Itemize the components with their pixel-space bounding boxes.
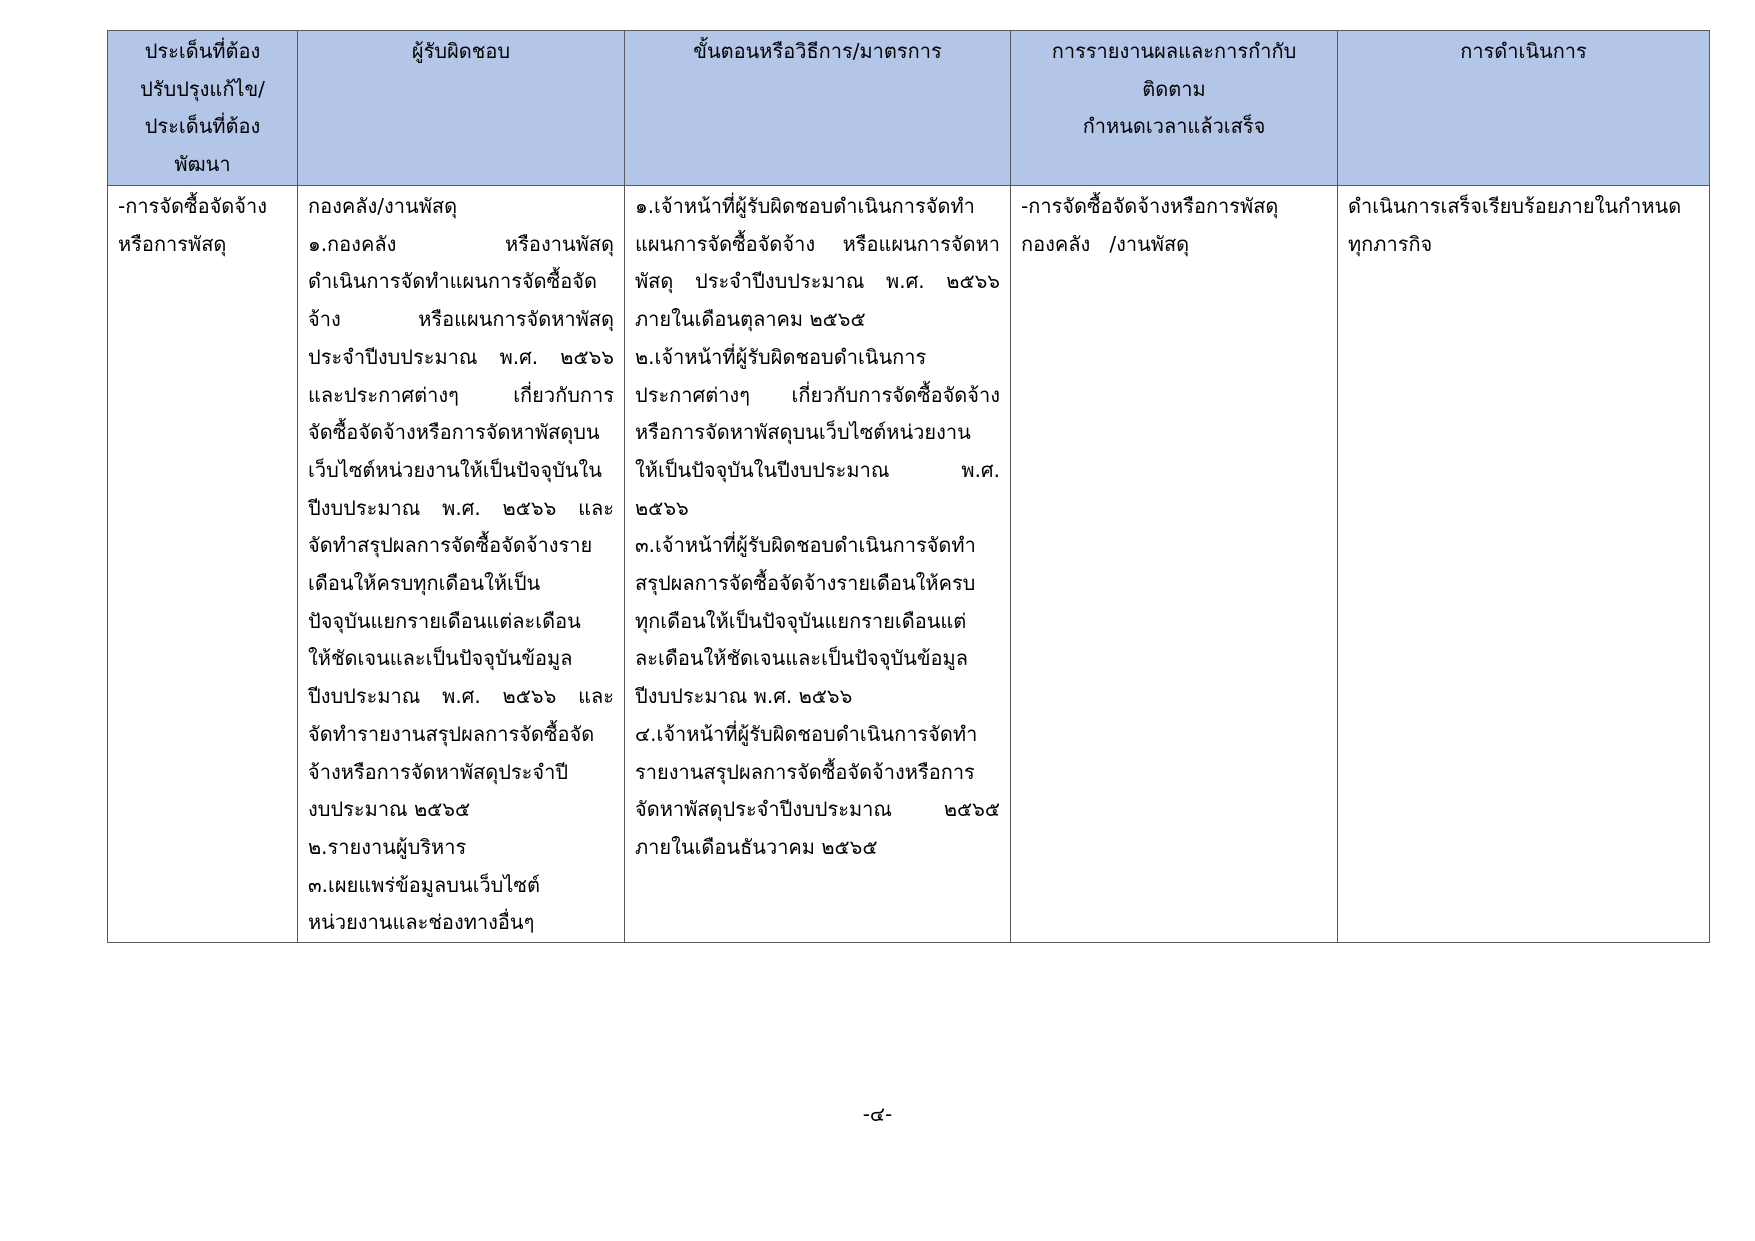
cell-responsible-line: ปีงบประมาณ พ.ศ. ๒๕๖๖ และ — [308, 495, 614, 520]
cell-responsible-line: กองคลัง/งานพัสดุ — [308, 194, 458, 218]
cell-responsible-line: ประจำปีงบประมาณ พ.ศ. ๒๕๖๖ — [308, 344, 614, 369]
cell-steps-line: จัดหาพัสดุประจำปีงบประมาณ ๒๕๖๕ — [635, 797, 1000, 822]
cell-steps-line: รายงานสรุปผลการจัดซื้อจัดจ้างหรือการ — [635, 759, 975, 784]
cell-responsible-line: จ้าง หรือแผนการจัดหาพัสดุ — [308, 307, 614, 332]
cell-responsible — [298, 186, 625, 943]
cell-steps-line: พัสดุ ประจำปีงบประมาณ พ.ศ. ๒๕๖๖ — [635, 269, 1000, 294]
cell-responsible-line: ให้ชัดเจนและเป็นปัจจุบันข้อมูล — [308, 646, 573, 671]
header-issue-line: พัฒนา — [174, 152, 231, 177]
header-reporting-line: ติดตาม — [1142, 76, 1206, 101]
cell-steps-line: ละเดือนให้ชัดเจนและเป็นปัจจุบันข้อมูล — [635, 646, 968, 671]
cell-responsible-line: และประกาศต่างๆ เกี่ยวกับการ — [308, 382, 614, 407]
cell-steps — [625, 186, 1011, 943]
cell-responsible-line: เว็บไซต์หน่วยงานให้เป็นปัจจุบันใน — [308, 457, 602, 482]
cell-steps-line: ๓.เจ้าหน้าที่ผู้รับผิดชอบดำเนินการจัดทำ — [635, 533, 976, 558]
header-issue-line: ประเด็นที่ต้อง — [144, 114, 261, 139]
cell-steps-line: ปีงบประมาณ พ.ศ. ๒๕๖๖ — [635, 684, 853, 709]
cell-reporting — [1011, 186, 1338, 943]
cell-responsible-line: จ้างหรือการจัดหาพัสดุประจำปี — [308, 759, 569, 784]
cell-responsible-line: จัดซื้อจัดจ้างหรือการจัดหาพัสดุบน — [308, 420, 600, 445]
header-reporting — [1011, 31, 1338, 186]
cell-steps-line: ๔.เจ้าหน้าที่ผู้รับผิดชอบดำเนินการจัดทำ — [635, 721, 978, 746]
header-reporting-line: การรายงานผลและการกำกับ — [1051, 39, 1297, 63]
cell-steps-line: ๑.เจ้าหน้าที่ผู้รับผิดชอบดำเนินการจัดทำ — [635, 194, 975, 218]
page-number: -๔- — [862, 1102, 893, 1126]
cell-steps-line: ให้เป็นปัจจุบันในปีงบประมาณ พ.ศ. — [635, 457, 1000, 482]
cell-responsible-line: จัดทำรายงานสรุปผลการจัดซื้อจัด — [308, 721, 595, 746]
cell-responsible-line: จัดทำสรุปผลการจัดซื้อจัดจ้างราย — [308, 533, 593, 558]
header-steps — [625, 31, 1011, 186]
cell-steps-line: ทุกเดือนให้เป็นปัจจุบันแยกรายเดือนแต่ — [635, 608, 967, 633]
cell-responsible-line: งบประมาณ ๒๕๖๕ — [308, 797, 471, 822]
cell-responsible-line: ๑.กองคลัง หรืองานพัสดุ — [308, 231, 614, 256]
cell-steps-line: ประกาศต่างๆ เกี่ยวกับการจัดซื้อจัดจ้าง — [635, 382, 1000, 407]
header-issue-line: ประเด็นที่ต้อง — [144, 39, 261, 63]
cell-steps-line: หรือการจัดหาพัสดุบนเว็บไซต์หน่วยงาน — [635, 420, 971, 445]
cell-responsible-line: เดือนให้ครบทุกเดือนให้เป็น — [308, 571, 541, 596]
cell-reporting-line: -การจัดซื้อจัดจ้างหรือการพัสดุ — [1021, 194, 1279, 218]
cell-steps-line: ๒๕๖๖ — [635, 495, 689, 520]
header-issue-line: ปรับปรุงแก้ไข/ — [140, 76, 265, 101]
cell-responsible-line: ปีงบประมาณ พ.ศ. ๒๕๖๖ และ — [308, 684, 614, 709]
improvement-plan-table — [107, 30, 1710, 943]
header-responsible — [298, 31, 625, 186]
cell-action-line: ทุกภารกิจ — [1348, 231, 1433, 256]
cell-issue — [108, 186, 298, 943]
header-action-line: การดำเนินการ — [1460, 39, 1587, 63]
header-steps-line: ขั้นตอนหรือวิธีการ/มาตรการ — [693, 39, 942, 63]
cell-reporting-line: กองคลัง /งานพัสดุ — [1021, 231, 1190, 256]
cell-responsible-line: ดำเนินการจัดทำแผนการจัดซื้อจัด — [308, 269, 597, 294]
cell-steps-line: ๒.เจ้าหน้าที่ผู้รับผิดชอบดำเนินการ — [635, 344, 927, 369]
header-reporting-line: กำหนดเวลาแล้วเสร็จ — [1082, 114, 1266, 139]
cell-action-line: ดำเนินการเสร็จเรียบร้อยภายในกำหนด — [1348, 194, 1682, 218]
table-header-row — [108, 31, 1710, 186]
cell-responsible-line: ๓.เผยแพร่ข้อมูลบนเว็บไซต์ — [308, 872, 540, 897]
table-row — [108, 186, 1710, 943]
header-action — [1338, 31, 1710, 186]
cell-issue-line: หรือการพัสดุ — [118, 231, 227, 256]
cell-steps-line: ภายในเดือนธันวาคม ๒๕๖๕ — [635, 834, 878, 859]
cell-responsible-line: หน่วยงานและช่องทางอื่นๆ — [308, 910, 535, 935]
header-responsible-line: ผู้รับผิดชอบ — [411, 39, 511, 63]
cell-responsible-line: ปัจจุบันแยกรายเดือนแต่ละเดือน — [308, 608, 581, 633]
cell-action — [1338, 186, 1710, 943]
header-issue — [108, 31, 298, 186]
cell-steps-line: ภายในเดือนตุลาคม ๒๕๖๕ — [635, 307, 866, 332]
cell-steps-line: แผนการจัดซื้อจัดจ้าง หรือแผนการจัดหา — [635, 231, 1000, 256]
cell-issue-line: -การจัดซื้อจัดจ้าง — [118, 194, 268, 218]
cell-responsible-line: ๒.รายงานผู้บริหาร — [308, 834, 467, 859]
cell-steps-line: สรุปผลการจัดซื้อจัดจ้างรายเดือนให้ครบ — [635, 571, 976, 596]
